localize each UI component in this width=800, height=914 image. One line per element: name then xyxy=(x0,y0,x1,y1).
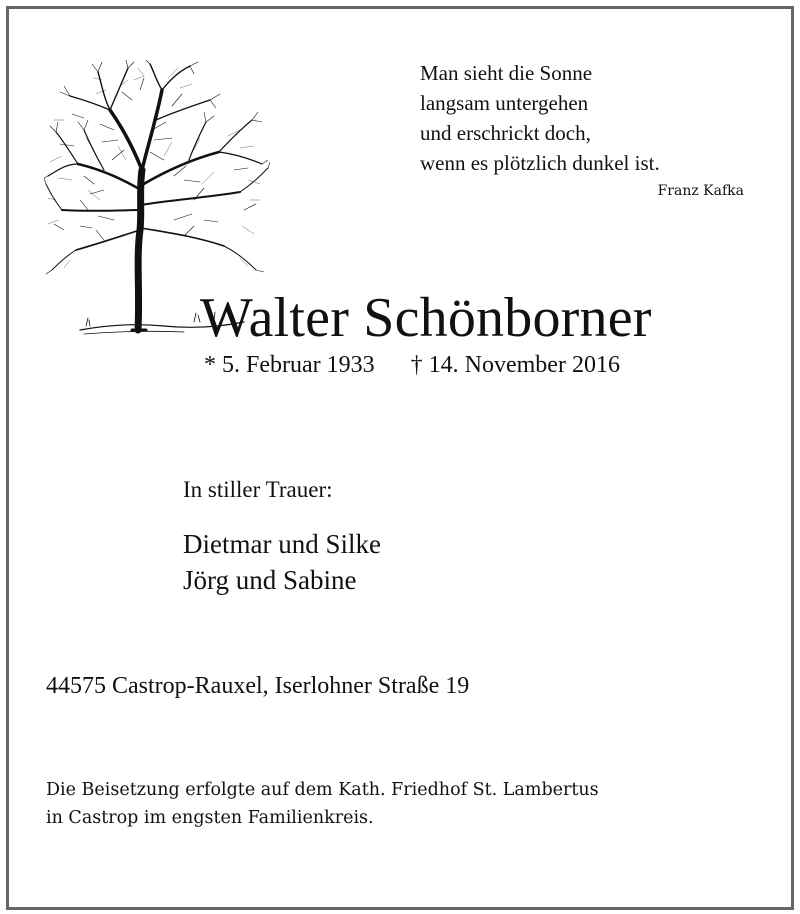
birth-date: * 5. Februar 1933 xyxy=(204,352,375,378)
mourning-intro: In stiller Trauer: xyxy=(183,477,333,502)
quote-line-2: langsam untergehen xyxy=(420,91,589,115)
family-address: 44575 Castrop-Rauxel, Iserlohner Straße 19 xyxy=(46,673,470,699)
quote-author: Franz Kafka xyxy=(657,183,744,199)
deceased-name: Walter Schönborner xyxy=(200,287,652,349)
notice-line-2: in Castrop im engsten Familienkreis. xyxy=(46,808,374,828)
mourner-1: Dietmar und Silke xyxy=(183,529,381,559)
notice-line-1: Die Beisetzung erfolgte auf dem Kath. Friedhof St. Lambertus xyxy=(46,780,599,800)
burial-notice xyxy=(46,776,599,832)
life-dates xyxy=(204,352,620,379)
quote-line-4: wenn es plötzlich dunkel ist. xyxy=(420,151,660,175)
quote-line-1: Man sieht die Sonne xyxy=(420,61,593,85)
kafka-quote xyxy=(420,58,750,178)
death-date: † 14. November 2016 xyxy=(410,352,620,378)
mourners-list xyxy=(183,526,381,598)
quote-line-3: und erschrickt doch, xyxy=(420,121,591,145)
mourner-2: Jörg und Sabine xyxy=(183,565,357,595)
